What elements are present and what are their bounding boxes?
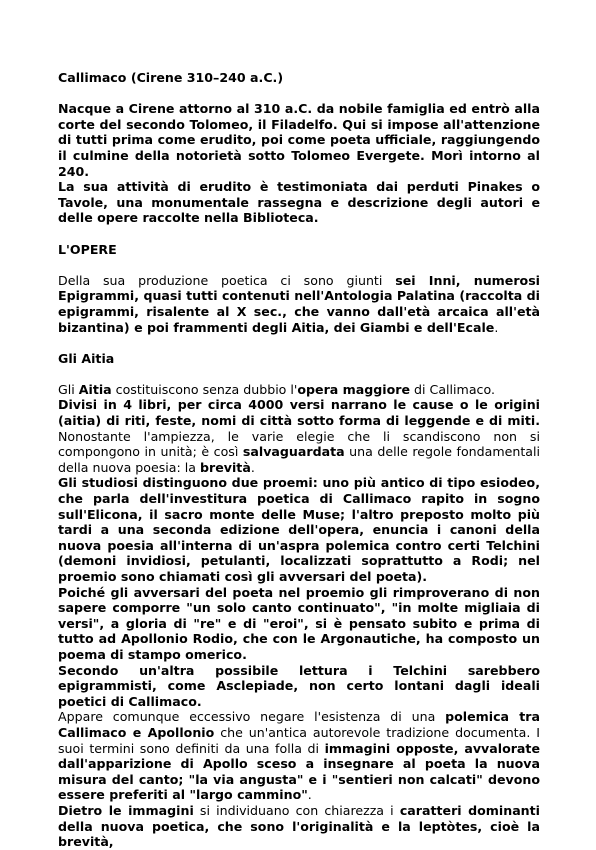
aitia-paragraph-intro: Gli Aitia costituiscono senza dubbio l'opera maggiore di Callimaco. bbox=[58, 381, 495, 397]
document-page bbox=[58, 70, 540, 850]
aitia-paragraph-libri: Divisi in 4 libri, per circa 4000 versi narrano le cause o le origini (aitia) di riti, feste, nomi di città sotto forma di leggende e di miti. Nonostante l'ampiezza, le varie elegie che li scandiscono non si compongono in unità; è così salvaguardata una delle regole fondamentali della nuova poesia: la brevità. bbox=[58, 397, 540, 475]
aitia-paragraph-telchini: Secondo un'altra possibile lettura i Telchini sarebbero epigrammisti, come Asclepiade, non certo lontani dagli ideali poetici di Callimaco. bbox=[58, 662, 540, 709]
aitia-paragraph-poetica: Dietro le immagini si individuano con chiarezza i caratteri dominanti della nuova poetica, che sono l'originalità e la leptòtes, cioè la brevità, bbox=[58, 802, 540, 850]
aitia-paragraph-polemica: Appare comunque eccessivo negare l'esistenza di una polemica tra Callimaco e Apollonio che un'antica autorevole tradizione documenta. I suoi termini sono definiti da una folla di immagini opposte, avvalorate dall'apparizione di Apollo sceso a insegnare al poeta la nuova misura del canto; "la via angusta" e i "sentieri non calcati" devono essere preferiti al "largo cammino". bbox=[58, 709, 540, 803]
opere-paragraph: Della sua produzione poetica ci sono giunti sei Inni, numerosi Epigrammi, quasi tutti contenuti nell'Antologia Palatina (raccolta di epigrammi, risalente al X sec., che vanno dall'età arcaica all'età bizantina) e poi frammenti degli Aitia, dei Giambi e dell'Ecale. bbox=[58, 272, 541, 335]
aitia-paragraph-avversari: Poiché gli avversari del poeta nel proemio gli rimproverano di non sapere comporre "un solo canto continuato", "in molte migliaia di versi", a gloria di "re" e di "eroi", si è pensato subito e prima di tutto ad Apollonio Rodio, che con le Argonautiche, ha composto un poema di stampo omerico. bbox=[58, 584, 540, 662]
section-heading-opere: L'OPERE bbox=[58, 241, 117, 257]
bio-paragraph-erudito: La sua attività di erudito è testimoniata dai perduti Pinakes o Tavole, una monumentale rassegna e descrizione degli autori e delle opere raccolte nella Biblioteca. bbox=[58, 179, 540, 226]
section-heading-aitia: Gli Aitia bbox=[58, 350, 115, 366]
document-title: Callimaco (Cirene 310–240 a.C.) bbox=[58, 70, 284, 85]
bio-paragraph: Nacque a Cirene attorno al 310 a.C. da nobile famiglia ed entrò alla corte del secondo Tolomeo, il Filadelfo. Qui si impose all'attenzione di tutti prima come erudito, poi come poeta ufficiale, raggiungendo il culmine della notorietà sotto Tolomeo Evergete. Morì intorno al 240. bbox=[58, 101, 540, 179]
aitia-paragraph-proemi: Gli studiosi distinguono due proemi: uno più antico di tipo esiodeo, che parla dell'investitura poetica di Callimaco rapito in sogno sull'Elicona, il sacro monte delle Muse; l'altro preposto molto più tardi a una seconda edizione dell'opera, enuncia i canoni della nuova poesia all'interna di un'aspra polemica contro certi Telchini (demoni invidiosi, petulanti, localizzati soprattutto a Rodi; nel proemio sono chiamati così gli avversari del poeta). bbox=[58, 475, 540, 584]
